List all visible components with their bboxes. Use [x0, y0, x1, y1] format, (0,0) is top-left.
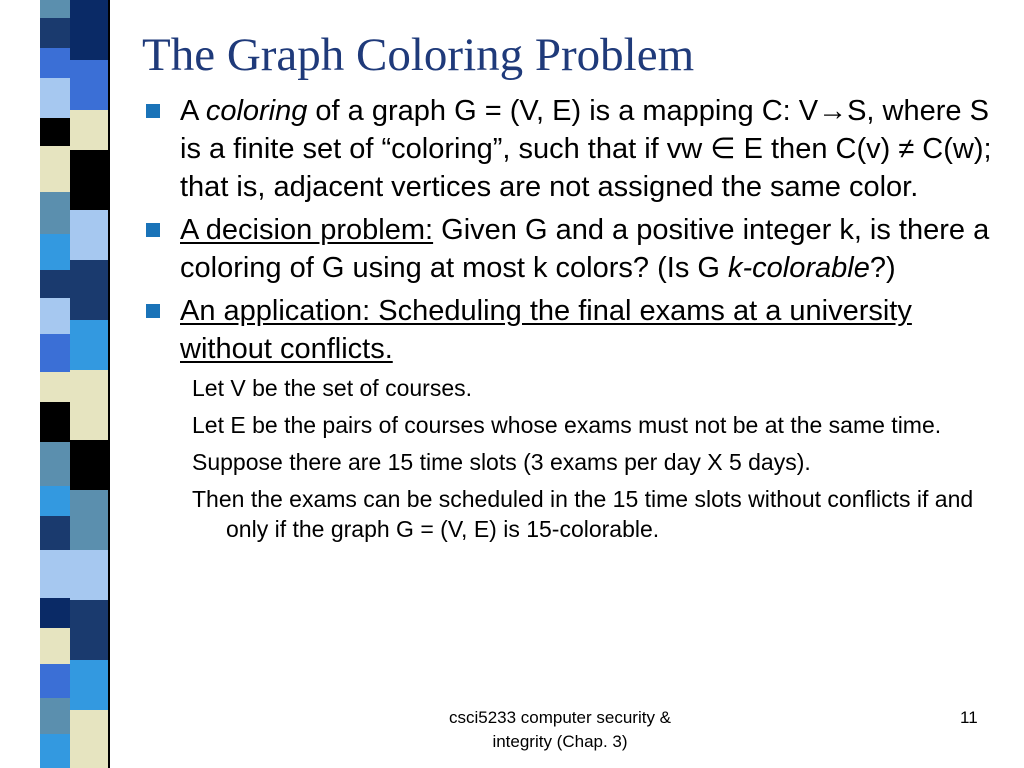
text: C(w); that is, adjacent vertices are not assigned the same color.	[180, 133, 992, 203]
emphasis-k-colorable: k-colorable	[727, 252, 870, 284]
text: ?)	[869, 252, 896, 284]
bullet-decision-problem	[142, 211, 1002, 287]
footer-line: csci5233 computer security &	[448, 708, 672, 727]
square-bullet-icon	[146, 223, 160, 237]
sub-item-list	[142, 373, 1002, 544]
sub-item: Then the exams can be scheduled in the 15 time slots without conflicts if and only if the graph G = (V, E) is 15-colorable.	[192, 486, 974, 542]
bullet-coloring-definition	[142, 92, 1002, 206]
not-equal-symbol: ≠	[898, 133, 915, 165]
page-number: 11	[960, 708, 978, 727]
text: A	[180, 95, 206, 127]
text: of a graph G = (V, E) is a mapping C: V	[307, 95, 819, 127]
element-of-symbol: ∈	[710, 133, 736, 165]
square-bullet-icon	[146, 304, 160, 318]
emphasis-coloring: coloring	[205, 95, 308, 127]
text: S, where S is a finite set of “coloring”, such that if vw	[180, 95, 989, 165]
slide-content	[142, 92, 1002, 551]
text: Given G and a positive integer k, is there a coloring of G using at most k colors? (Is G	[180, 214, 990, 284]
decorative-stripe-bar	[0, 0, 110, 768]
footer-line: integrity (Chap. 3)	[492, 732, 628, 751]
sub-item: Let E be the pairs of courses whose exams must not be at the same time.	[192, 412, 942, 438]
text: E then C(v)	[735, 133, 899, 165]
slide-title: The Graph Coloring Problem	[142, 29, 695, 81]
footer-course-label	[410, 706, 710, 754]
sub-item: Let V be the set of courses.	[192, 375, 472, 401]
application-heading: An application: Scheduling the final exams at a university without conflicts.	[180, 295, 912, 365]
decision-problem-heading: A decision problem:	[180, 214, 434, 246]
arrow-symbol: →	[818, 95, 848, 127]
square-bullet-icon	[146, 104, 160, 118]
bullet-application	[142, 292, 1002, 368]
stripe-outline	[0, 0, 110, 768]
sub-item: Suppose there are 15 time slots (3 exams per day X 5 days).	[192, 449, 811, 475]
